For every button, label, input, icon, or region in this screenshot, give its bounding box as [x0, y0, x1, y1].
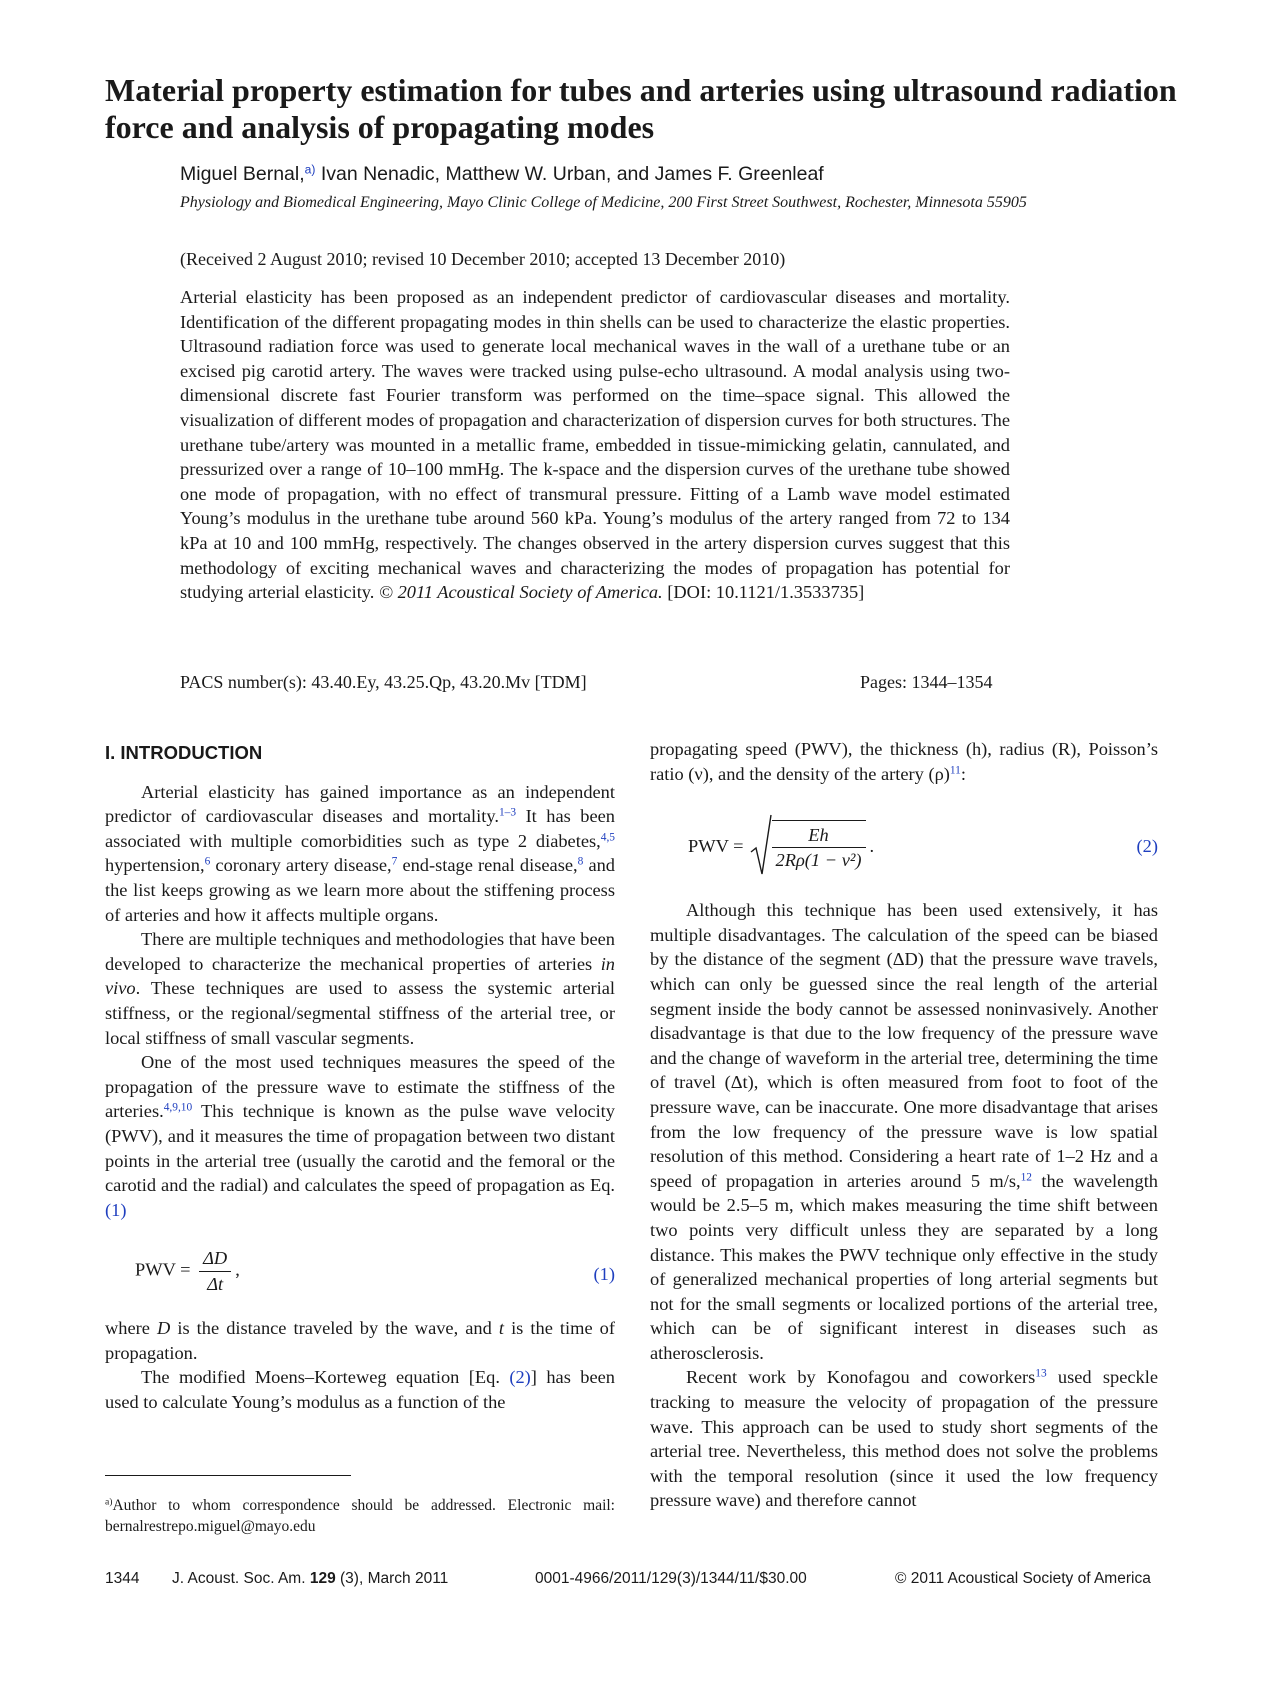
equation-ref-link[interactable]: (2)	[509, 1367, 531, 1388]
eq1-numerator: ΔD	[199, 1246, 231, 1272]
eq1-lhs: PWV =	[135, 1259, 191, 1280]
left-column	[105, 741, 615, 1415]
equation-2: PWV = $\frac{Eh}{\text{2Rρ(1 − ν²)}}$ . (2)	[650, 798, 1158, 898]
right-paragraph-2: Although this technique has been used extensively, it has multiple disadvantages. The calculation of the speed can be biased by the distance of the segment (ΔD) that the pressure wave travels, which can only be guessed since the real length of the arterial segment inside the body cannot be assessed noninvasively. Another disadvantage is that due to the low frequency of the pressure wave and the change of waveform in the arterial tree, determining the time of travel (Δt), which is often measured from foot to foot of the pressure wave, can be inaccurate. One more disadvantage that arises from the low frequency of the pressure wave is low spatial resolution of this method. Considering a heart rate of 1–2 Hz and a speed of propagation in arteries around 5 m/s,$^{12}$ the wavelength would be 2.5–5 m, which makes measuring the time shift between two points very difficult unless they are separated by a long distance. This makes the PWV technique only effective in the study of generalized mechanical properties of long arterial segments but not for the small segments or localized portions of the arterial tree, which can be of significant interest in diseases such as atherosclerosis.	[650, 900, 1158, 1363]
abstract-text: Arterial elasticity has been proposed as an independent predictor of cardiovascular diseases and mortality. Identification of the different propagating modes in thin shells can be used to characterize the elastic properties. Ultrasound radiation force was used to generate local mechanical waves in the wall of a urethane tube or an excised pig carotid artery. The waves were tracked using pulse-echo ultrasound. A modal analysis using two-dimensional discrete fast Fourier transform was performed on the time–space signal. This allowed the visualization of different modes of propagation and characterization of dispersion curves for both structures. The urethane tube/artery was mounted in a metallic frame, embedded in tissue-mimicking gelatin, cannulated, and pressurized over a range of 10–100 mmHg. The k-space and the dispersion curves of the urethane tube showed one mode of propagation, with no effect of transmural pressure. Fitting of a Lamb wave model estimated Young’s modulus in the urethane tube around 560 kPa. Young’s modulus of the artery ranged from 72 to 134 kPa at 10 and 100 mmHg, respectively. The changes observed in the artery dispersion curves suggest that this methodology of exciting mechanical waves and characterizing the modes of propagation has potential for studying arterial elasticity.	[180, 287, 1010, 603]
pacs-numbers: PACS number(s): 43.40.Ey, 43.25.Qp, 43.20.Mv [TDM]	[180, 672, 587, 692]
citation-link[interactable]: 4,5	[600, 831, 615, 844]
eq2-fraction	[772, 820, 866, 873]
right-paragraph-1: propagating speed (PWV), the thickness (h), radius (R), Poisson’s ratio (ν), and the density of the artery $(\rho)^{11}$:	[650, 739, 1158, 784]
footer-page-number: 1344	[105, 1570, 140, 1587]
footer-code: 0001-4966/2011/129(3)/1344/11/$30.00	[535, 1570, 807, 1587]
abstract	[180, 285, 1010, 605]
citation-link[interactable]: 13	[1035, 1368, 1047, 1381]
page-range: Pages: 1344–1354	[860, 672, 993, 692]
footer-journal: J. Acoust. Soc. Am. 129 (3), March 2011	[172, 1570, 449, 1587]
eq1-label[interactable]: (1)	[593, 1264, 615, 1285]
eq2-denominator: 2Rρ(1 − ν²)	[775, 850, 862, 871]
eq2-numerator: Eh	[772, 823, 866, 849]
author-rest: Ivan Nenadic, Matthew W. Urban, and James F. Greenleaf	[315, 163, 824, 185]
intro-paragraph-1: Arterial elasticity has gained importance as an independent predictor of cardiovascular diseases and mortality.$^{1-3}$ It has been associated with multiple comorbidities such as type 2 diabetes,$^{4,5}$ hypertension,$^6$ coronary artery disease,$^7$ end-stage renal disease,$^8$ and the list keeps growing as we learn more about the stiffening process of arteries and how it affects multiple organs.	[105, 781, 616, 925]
citation-link[interactable]: 1–3	[498, 806, 517, 819]
author-footnote-link[interactable]: a)	[304, 162, 316, 177]
abstract-doi: [DOI: 10.1121/1.3533735]	[667, 582, 865, 603]
affiliation: Physiology and Biomedical Engineering, Mayo Clinic College of Medicine, 200 First Street Southwest, Rochester, Minnesota 55905	[180, 194, 1027, 211]
intro-paragraph-4: where D is the distance traveled by the wave, and t is the time of propagation.	[105, 1318, 615, 1363]
citation-link[interactable]: 8	[577, 856, 584, 869]
eq2-label[interactable]: (2)	[1136, 836, 1158, 857]
author-list	[180, 163, 824, 186]
paper-title: Material property estimation for tubes and arteries using ultrasound radiation force and analysis of propagating modes	[105, 72, 1177, 145]
right-paragraph-3: Recent work by Konofagou and coworkers$^{13}$ used speckle tracking to measure the velocity of propagation of the pressure wave. This approach can be used to study short segments of the arterial tree. Nevertheless, this method does not solve the problems with the temporal resolution (since it used the low frequency pressure wave) and therefore cannot	[650, 1367, 1159, 1511]
sqrt-sign-icon	[750, 814, 772, 878]
footnote	[105, 1495, 615, 1537]
intro-paragraph-3: One of the most used techniques measures the speed of the propagation of the pressure wave to estimate the stiffness of the arteries.$^{4,9,10}$ This technique is known as the pulse wave velocity (PWV), and it measures the time of propagation between two distant points in the arterial tree (usually the carotid and the femoral or the carotid and the radial) and calculates the speed of propagation as Eq. (1)	[105, 1052, 615, 1220]
intro-paragraph-5: The modified Moens–Korteweg equation [Eq. (2)] has been used to calculate Young’s modulus as a function of the	[105, 1367, 615, 1413]
abstract-copyright: © 2011 Acoustical Society of America.	[379, 582, 663, 603]
equation-1: PWV = $\frac{\Delta D}{\Delta t}$ , (1)	[105, 1236, 615, 1316]
eq2-lhs: PWV =	[688, 835, 744, 856]
eq1-denominator: Δt	[207, 1273, 224, 1294]
author-first: Miguel Bernal,	[180, 163, 305, 185]
citation-link[interactable]: 6	[204, 856, 211, 869]
citation-link[interactable]: 7	[391, 856, 398, 869]
received-dates: (Received 2 August 2010; revised 10 December 2010; accepted 13 December 2010)	[180, 249, 786, 269]
footnote-divider	[105, 1475, 351, 1476]
footer-copyright: © 2011 Acoustical Society of America	[895, 1570, 1151, 1587]
footnote-mark: a)	[105, 1496, 113, 1508]
eq1-fraction	[199, 1246, 231, 1296]
right-column	[650, 737, 1158, 1513]
equation-ref-link[interactable]: (1)	[105, 1199, 127, 1220]
citation-link[interactable]: 12	[1020, 1171, 1032, 1184]
citation-link[interactable]: 4,9,10	[163, 1102, 193, 1115]
footnote-text: Author to whom correspondence should be addressed. Electronic mail: bernalrestrepo.miguel@mayo.edu	[105, 1497, 615, 1535]
intro-paragraph-2: There are multiple techniques and methodologies that have been developed to characterize the mechanical properties of arteries in vivo. These techniques are used to assess the systemic arterial stiffness, or the regional/segmental stiffness of the arterial tree, or local stiffness of small vascular segments.	[105, 929, 615, 1048]
section-heading-introduction: I. INTRODUCTION	[105, 742, 263, 763]
citation-link[interactable]: 11	[949, 764, 961, 777]
